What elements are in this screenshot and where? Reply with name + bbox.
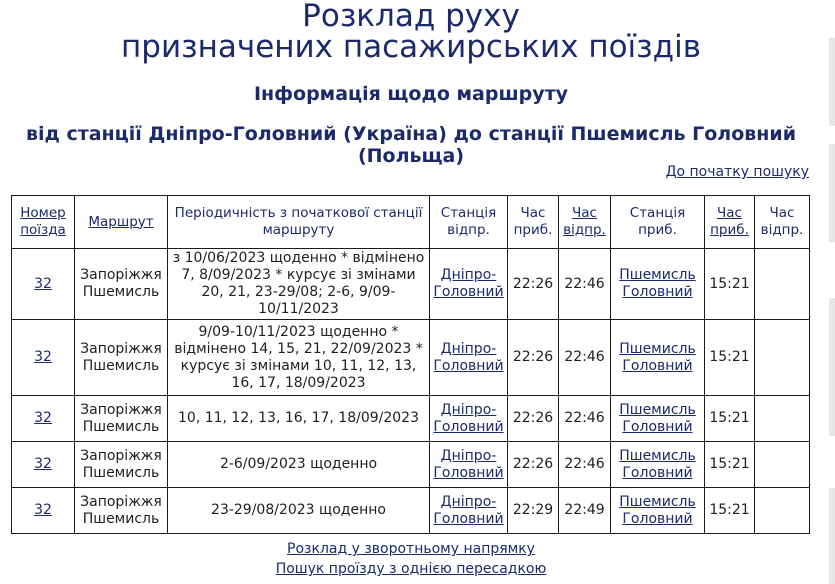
route-cell: Запоріжжя Пшемисль (75, 442, 168, 488)
arrival-time-cell: 22:26 (508, 396, 559, 442)
col-header-arrival-station: Станція приб. (611, 196, 705, 249)
arrival-time-cell-2: 15:21 (705, 249, 755, 320)
one-transfer-search-link[interactable]: Пошук проїзду з однією пересадкою (275, 561, 547, 577)
right-edge-panel (829, 488, 835, 584)
arrival-station-link[interactable]: Пшемисль Головний (611, 249, 705, 320)
page-title-line2: призначених пасажирських поїздів (121, 29, 701, 65)
departure-time-cell-2 (755, 442, 810, 488)
departure-time-cell: 22:49 (559, 488, 611, 534)
departure-station-link[interactable]: Дніпро-Головний (430, 442, 508, 488)
departure-station-link[interactable]: Дніпро-Головний (430, 249, 508, 320)
periodicity-cell: 10, 11, 12, 13, 16, 17, 18/09/2023 (168, 396, 430, 442)
departure-station-link[interactable]: Дніпро-Головний (430, 320, 508, 396)
route-cell: Запоріжжя Пшемисль (75, 249, 168, 320)
periodicity-cell: 2-6/09/2023 щоденно (168, 442, 430, 488)
route-cell: Запоріжжя Пшемисль (75, 396, 168, 442)
right-edge-panel (829, 38, 835, 126)
schedule-table (11, 195, 810, 534)
departure-time-cell-2 (755, 488, 810, 534)
one-transfer-search-link-row (0, 561, 822, 577)
departure-time-cell: 22:46 (559, 320, 611, 396)
reverse-direction-link[interactable]: Розклад у зворотньому напрямку (287, 541, 535, 557)
departure-time-cell-2 (755, 249, 810, 320)
col-header-arrival-time-2[interactable]: Час приб. (705, 196, 755, 249)
table-row (12, 320, 810, 396)
col-header-train-number[interactable]: Номер поїзда (12, 196, 75, 249)
departure-time-cell-2 (755, 396, 810, 442)
arrival-time-cell: 22:29 (508, 488, 559, 534)
arrival-time-cell-2: 15:21 (705, 488, 755, 534)
arrival-time-cell: 22:26 (508, 249, 559, 320)
col-header-arrival-time: Час приб. (508, 196, 559, 249)
col-header-route[interactable]: Маршрут (75, 196, 168, 249)
route-cell: Запоріжжя Пшемисль (75, 320, 168, 396)
arrival-time-cell: 22:26 (508, 442, 559, 488)
route-info-heading: Інформація щодо маршруту (253, 83, 569, 105)
arrival-station-link[interactable]: Пшемисль Головний (611, 442, 705, 488)
back-to-search-link[interactable]: До початку пошуку (665, 164, 809, 180)
arrival-station-link[interactable]: Пшемисль Головний (611, 396, 705, 442)
train-number-cell[interactable]: 32 (12, 396, 75, 442)
arrival-time-cell: 22:26 (508, 320, 559, 396)
route-cell: Запоріжжя Пшемисль (75, 488, 168, 534)
train-number-cell[interactable]: 32 (12, 488, 75, 534)
col-header-periodicity: Періодичність з початкової станції маршруту (168, 196, 430, 249)
periodicity-cell: з 10/06/2023 щоденно * відмінено 7, 8/09/2023 * курсує зі змінами 20, 21, 23-29/08; 2-6, 9/09-10/11/2023 (168, 249, 430, 320)
departure-time-cell: 22:46 (559, 249, 611, 320)
departure-station-link[interactable]: Дніпро-Головний (430, 488, 508, 534)
route-stations-heading: від станції Дніпро-Головний (Україна) до станції Пшемисль Головний (Польща) (25, 123, 797, 167)
departure-time-cell-2 (755, 320, 810, 396)
table-row (12, 396, 810, 442)
periodicity-cell: 23-29/08/2023 щоденно (168, 488, 430, 534)
reverse-direction-link-row (0, 541, 822, 557)
departure-time-cell: 22:46 (559, 442, 611, 488)
col-header-departure-time[interactable]: Час відпр. (559, 196, 611, 249)
arrival-station-link[interactable]: Пшемисль Головний (611, 488, 705, 534)
arrival-time-cell-2: 15:21 (705, 396, 755, 442)
right-edge-panel (829, 144, 835, 242)
departure-time-cell: 22:46 (559, 396, 611, 442)
arrival-station-link[interactable]: Пшемисль Головний (611, 320, 705, 396)
col-header-departure-station: Станція відпр. (430, 196, 508, 249)
train-number-cell[interactable]: 32 (12, 320, 75, 396)
table-row (12, 488, 810, 534)
table-header-row (12, 196, 810, 249)
table-row (12, 249, 810, 320)
page-title-line1: Розклад руху (302, 0, 520, 34)
arrival-time-cell-2: 15:21 (705, 320, 755, 396)
arrival-time-cell-2: 15:21 (705, 442, 755, 488)
train-number-cell[interactable]: 32 (12, 249, 75, 320)
right-edge-panel (829, 298, 835, 436)
train-number-cell[interactable]: 32 (12, 442, 75, 488)
periodicity-cell: 9/09-10/11/2023 щоденно * відмінено 14, 15, 21, 22/09/2023 * курсує зі змінами 10, 11, 12, 13, 16, 17, 18/09/2023 (168, 320, 430, 396)
col-header-departure-time-2: Час відпр. (755, 196, 810, 249)
departure-station-link[interactable]: Дніпро-Головний (430, 396, 508, 442)
table-row (12, 442, 810, 488)
